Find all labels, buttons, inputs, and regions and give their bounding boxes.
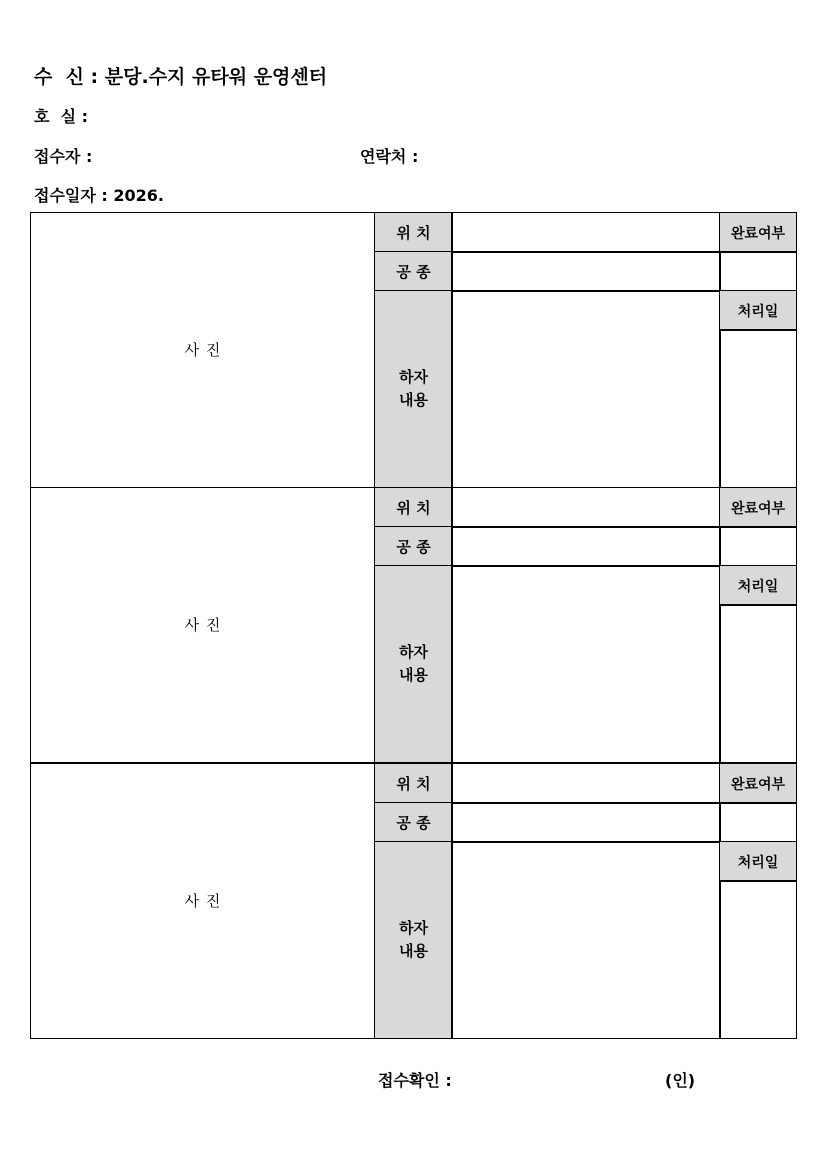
photo-label: 사 진 — [184, 891, 222, 910]
photo-label: 사 진 — [184, 615, 222, 634]
completion-field[interactable] — [719, 526, 797, 567]
defect-label-line-1: 하자 — [399, 643, 428, 661]
recipient-line: 수 신 : 분당.수지 유타워 운영센터 — [34, 66, 328, 88]
defect-label-line-2: 내용 — [399, 391, 428, 409]
defect-label-line-1: 하자 — [399, 919, 428, 937]
location-label: 위 치 — [374, 487, 453, 528]
completion-field[interactable] — [719, 251, 797, 292]
defect-label — [374, 290, 453, 488]
defect-label — [374, 841, 453, 1039]
completion-field[interactable] — [719, 802, 797, 843]
defect-label-line-2: 내용 — [399, 666, 428, 684]
defect-label-line-2: 내용 — [399, 942, 428, 960]
location-field[interactable] — [451, 763, 721, 804]
trade-field[interactable] — [451, 251, 721, 292]
defect-block-3 — [30, 763, 797, 1039]
photo-cell[interactable] — [30, 212, 376, 488]
processed-date-label: 처리일 — [719, 841, 797, 882]
processed-date-field[interactable] — [719, 604, 797, 763]
photo-cell[interactable] — [30, 487, 376, 763]
defect-label — [374, 565, 453, 763]
contact-line: 연락처 : — [360, 147, 419, 166]
processed-date-label: 처리일 — [719, 290, 797, 331]
defect-label-line-1: 하자 — [399, 368, 428, 386]
completion-label: 완료여부 — [719, 487, 797, 528]
defect-field[interactable] — [451, 841, 721, 1039]
date-line: 접수일자 : 2026. — [34, 186, 164, 205]
completion-label: 완료여부 — [719, 763, 797, 804]
processed-date-field[interactable] — [719, 329, 797, 488]
defect-field[interactable] — [451, 565, 721, 763]
completion-label: 완료여부 — [719, 212, 797, 253]
defect-block-1 — [30, 212, 797, 488]
processed-date-field[interactable] — [719, 880, 797, 1039]
defect-block-2 — [30, 487, 797, 763]
location-label: 위 치 — [374, 212, 453, 253]
trade-field[interactable] — [451, 526, 721, 567]
trade-label: 공 종 — [374, 802, 453, 843]
trade-label: 공 종 — [374, 526, 453, 567]
trade-field[interactable] — [451, 802, 721, 843]
seal-mark: (인) — [665, 1071, 696, 1090]
location-label: 위 치 — [374, 763, 453, 804]
photo-cell[interactable] — [30, 763, 376, 1039]
photo-label: 사 진 — [184, 340, 222, 359]
location-field[interactable] — [451, 487, 721, 528]
trade-label: 공 종 — [374, 251, 453, 292]
receiver-line: 접수자 : — [34, 147, 93, 166]
location-field[interactable] — [451, 212, 721, 253]
receipt-confirm-label: 접수확인 : — [378, 1071, 452, 1090]
room-line: 호 실 : — [34, 107, 89, 126]
processed-date-label: 처리일 — [719, 565, 797, 606]
defect-field[interactable] — [451, 290, 721, 488]
